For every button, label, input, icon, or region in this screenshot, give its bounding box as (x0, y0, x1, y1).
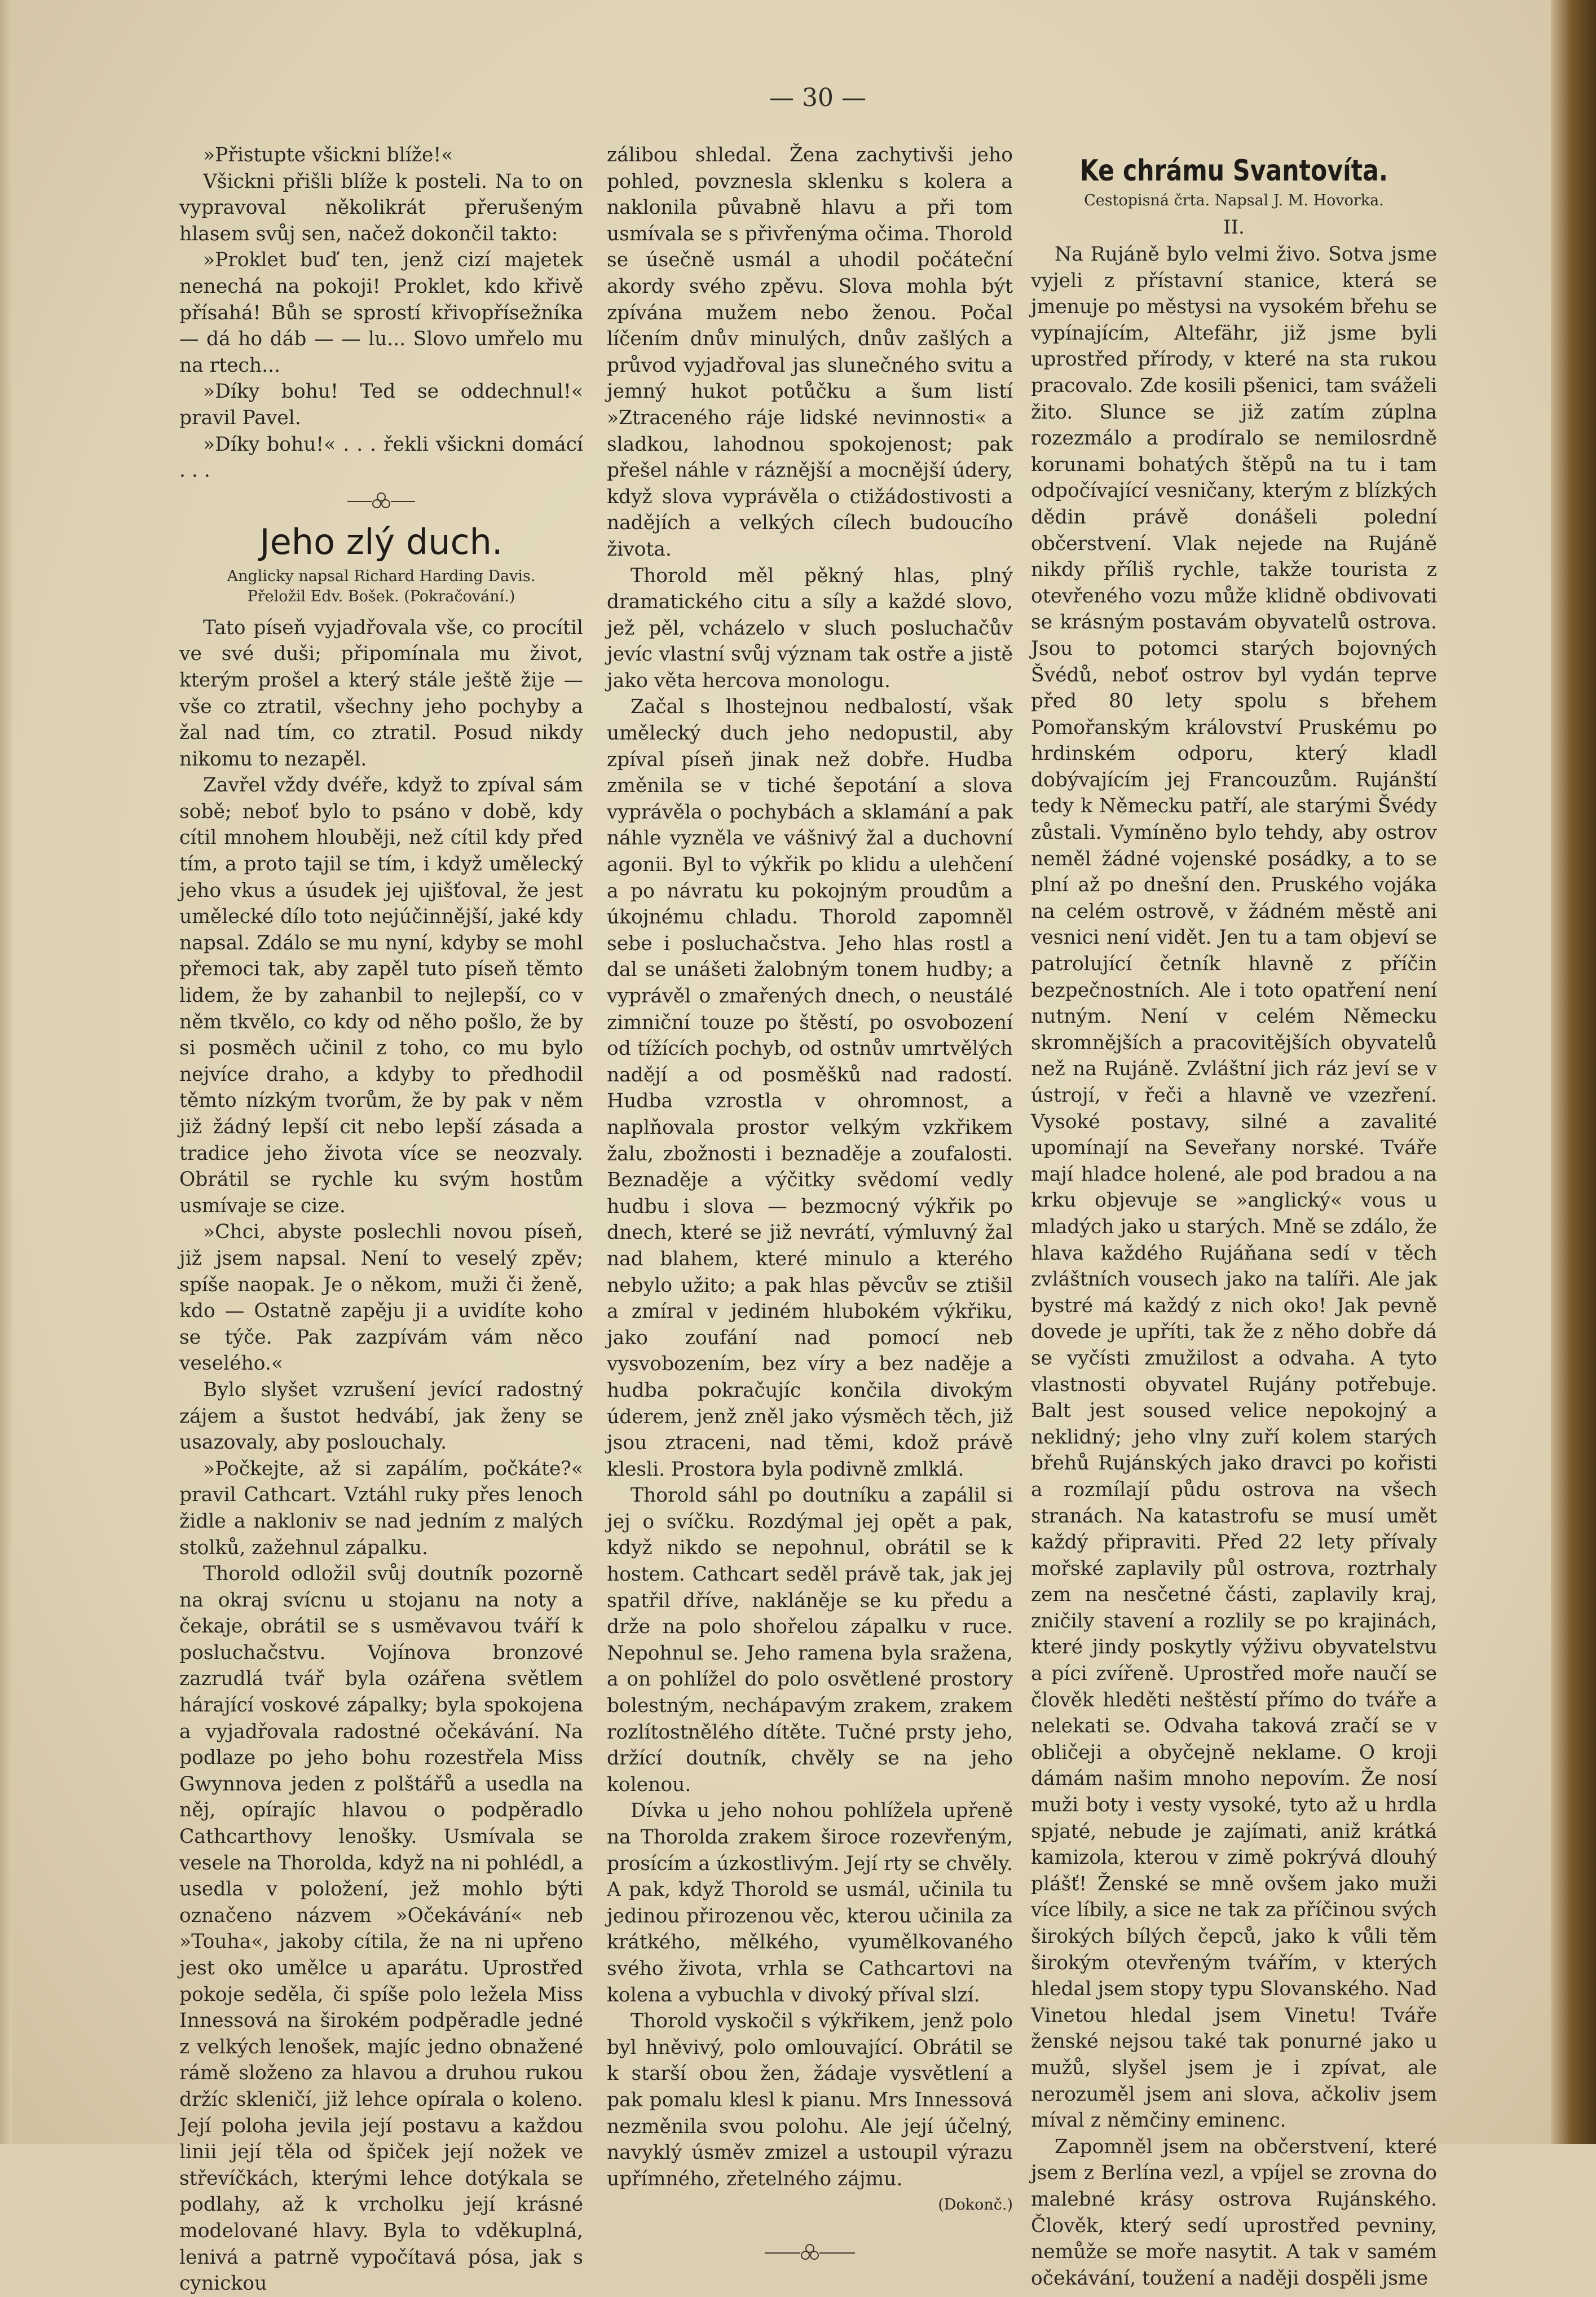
paragraph: Všickni přišli blíže k posteli. Na to on vypravoval několikrát přerušeným hlasem svůj sen, načež dokončil takto: (179, 170, 583, 245)
paragraph: Thorold měl pěkný hlas, plný dramatického citu a síly a každé slovo, jež pěl, vcházelo v sluch posluchačův jevíc vlastní svůj význam tak ostře a jistě jako věta hercova monologu. (607, 564, 1013, 692)
paragraph: zálibou shledal. Žena zachytivši jeho pohled, povznesla sklenku s kolera a naklonila půvabně hlavu a při tom usmívala se s přivřenýma očima. Thorold se úsečně usmál a uhodil počáteční akordy svého zpěvu. Slova mohla být zpívána mužem nebo ženou. Počal líčením dnův minulých, dnův zašlých a průvod vyjadřoval jas slunečného svitu a jemný hukot potůčku a šum listí »Ztraceného ráje lidské nevinnosti« a sladkou, lahodnou spokojenost; pak přešel náhle v ráznější a mocnější údery, když slova vyprávěla o ctižádostivosti a nadějích a velkých cílech budoucího života. (607, 144, 1013, 561)
page-binding-edge (1551, 0, 1596, 2144)
article-byline: Cestopisná črta. Napsal J. M. Hovorka. (1084, 192, 1384, 209)
paragraph: »Počkejte, až si zapálím, počkáte?« pravil Cathcart. Vztáhl ruky přes lenoch židle a nakloniv se nad jedním z malých stolků, zažehnul zápalku. (179, 1457, 583, 1559)
paragraph: Thorold sáhl po doutníku a zapálil si jej o svíčku. Rozdýmal jej opět a pak, když nikdo se nepohnul, obrátil se k hostem. Cathcart seděl právě tak, jak jej spatřil dříve, nakláněje se ku předu a drže na polo shořelou zápalku v ruce. Nepohnul se. Jeho ramena byla sražena, a on pohlížel do polo osvětlené prostory bolestným, nechápavým zrakem, zrakem rozlítostnělého dítěte. Tučné prsty jeho, držící doutník, chvěly se na jeho kolenou. (607, 1484, 1013, 1796)
paragraph: »Díky bohu!« . . . řekli všickni domácí . . . (179, 433, 583, 482)
continuation-mark: (Dokonč.) (938, 2196, 1013, 2214)
page-left-edge (0, 0, 12, 2144)
paragraph: »Přistupte všickni blíže!« (203, 144, 453, 166)
section-number: II. (1223, 216, 1245, 239)
paragraph: »Díky bohu! Ted se oddechnul!« pravil Pavel. (179, 380, 583, 429)
paragraph: Zapomněl jsem na občerstvení, které jsem z Berlína vezl, a vpíjel se zrovna do malebné krásy ostrova Rujánského. Člověk, který sedí uprostřed pevniny, nemůže se moře nasytit. A tak v samém očekávání, toužení a naději dospěli jsme (1031, 2135, 1437, 2290)
page-number: — 30 — (769, 83, 866, 112)
column-2 (607, 142, 1013, 2268)
column-1 (179, 142, 583, 2297)
flourish-icon (345, 490, 418, 513)
paragraph: »Proklet buď ten, jenž cizí majetek nenechá na pokoji! Proklet, kdo křivě přísahá! Bůh se sprostí křivopřísežníka — dá ho dáb — — lu... Slovo umřelo mu na rtech... (179, 249, 583, 377)
paragraph: Thorold odložil svůj doutník pozorně na okraj svícnu u stojanu na noty a čekaje, obrátil se s usměvavou tváří k posluchačstvu. Vojínova bronzové zazrudlá tvář byla ozářena světlem hárající voskové zápalky; byla spokojena a vyjadřovala radostné očekávání. Na podlaze po jeho bohu rozestřela Miss Gwynnova jeden z polštářů a usedla na něj, opírajíc hlavou o podpěradlo Cathcarthovy lenošky. Usmívala se vesele na Thorolda, když na ni pohlédl, a usedla v položení, jež mohlo býti označeno názvem »Očekávání« neb »Touha«, jakoby cítila, že na ni upřeno jest oko umělce u aparátu. Uprostřed pokoje seděla, či spíše polo ležela Miss Innessová na širokém podpěradle jedné z velkých lenošek, majíc jedno obnažené rámě složeno za hlavou a druhou rukou držíc skleničí, již lehce opírala o koleno. Její poloha jevila její postavu a každou linii její těla od špiček její nožek ve střevíčkách, kterými lehce dotýkala se podlahy, až k vrcholku její krásné modelované hlavy. Byla to vděkuplná, lenivá a patrně vypočítavá pósa, jak s cynickou (179, 1563, 583, 2295)
paragraph: Začal s lhostejnou nedbalostí, však umělecký duch jeho nedopustil, aby zpíval píseň jinak než dobře. Hudba změnila se v tiché šepotání a slova vyprávěla o pochybách a sklamání a pak náhle vyzněla ve vášnivý žal a duchovní agonii. Byl to výkřik po klidu a ulehčení a po návratu ku pokojným proudům a úkojnému chladu. Thorold zapomněl sebe i posluchačstva. Jeho hlas rostl a dal se unášeti žalobným tonem hudby; a vyprávěl o zmařených dnech, o neustálé zimniční touze po štěstí, po osvobození od tížících pochyb, od ostnův umrtvělých nadějí a od posměšků nad radostí. Hudba vzrostla v ohromnost, a naplňovala prostor velkým vzkřikem žalu, zbožnosti i beznaděje a zoufalosti. Beznaděje a výčitky svědomí vedly hudbu i slova — bezmocný výkřik po dnech, které se již nevrátí, výmluvný žal nad blahem, které minulo a kterého nebylo užito; a pak hlas pěvcův se ztišil a zmíral v jediném hlubokém výkřiku, jako zoufání nad pomocí neb vysvobozením, bez víry a bez naděje a hudba pokračujíc končila divokým úderem, jenž zněl jako výsměch těch, již jsou ztraceni, nad těmi, kdož právě klesli. Prostora byla podivně zmlklá. (607, 696, 1013, 1481)
paragraph: Na Rujáně bylo velmi živo. Sotva jsme vyjeli z přístavní stanice, která se jmenuje po městysi na vysokém břehu se vypínajícím, Altefähr, již jsme byli uprostřed přírody, v které na sta rukou pracovalo. Zde kosili pšenici, tam sváželi žito. Slunce se již zatím zúplna rozezmálo a prodíralo se nemilosrdně korunami bohatých štěpů na tu i tam odpočívající vesničany, kterým z blízkých dědin právě donášeli polední občerstvení. Vlak nejede na Rujáně nikdy příliš rychle, takže tourista z otevřeného vozu může klidně obdivovati se krásným postavám obyvatelů ostrova. Jsou to potomci starých bojovných Švédů, neboť ostrov byl vydán teprve před 80 lety spolu s břehem Pomořanským království Pruskému po hrdinském odporu, který kladl dobývajícím jej Francouzům. Rujánští tedy k Německu patří, ale starými Švédy zůstali. Vymíněno bylo tehdy, aby ostrov neměl žádné vojenské posádky, a to se plní až po dnešní den. Pruského vojáka na celém ostrově, v žádném městě ani vesnici není vidět. Jen tu a tam objeví se patrolující četník hlavně z příčin bezpečnostních. Ale i toto opatření není nutným. Není v celém Německu skromnějších a pracovitějších obyvatelů než na Rujáně. Zvláštní jich ráz jeví se v ústrojí, v řeči a hlavně ve vzezření. Vysoké postavy, silné a zavalité upomínají na Seveřany norské. Tváře mají hladce holené, ale pod bradou a na krku objevuje se »anglický« vous u mladých jako u starých. Mně se zdálo, že hlava každého Rujáňana sedí v těch zvláštních vousech jako na talíři. Ale jak bystré má každý z nich oko! Jak pevně dovede je upříti, tak že z něho dobře dá se vyčísti zmužilost a odvaha. A tyto vlastnosti obyvatel Rujány potřebuje. Balt jest soused velice nepokojný a neklidný; jeho vlny zuří kolem starých břehů Rujánských jako dravci po kořisti a rozmílají půdu ostrova na všech stranách. Na katastrofu se musí umět každý připraviti. Před 22 lety přívaly mořské zaplavily půl ostrova, roztrhaly zem na nesčetné části, zaplavily kraj, zničily stavení a rozlily se po krajinách, které jindy poskytly výživu obyvatelstvu a píci zvířeně. Uprostřed moře naučí se člověk hleděti neštěstí přímo do tváře a nelekati se. Odvaha taková zračí se v obličeji a obyčejně neklame. O kroji dámám našim mnoho nepovím. Že nosí muži boty i vesty vysoké, tyto až u hrdla spjaté, nebude je zajímati, aniž krátká kamizola, kterou v zimě pokrývá dlouhý plášť! Ženské se mně ovšem jako muži více líbily, a sice ne tak za příčinou svých širokých bílých čepců, jako k vůli těm širokým otevřeným tvářím, v kterých hledal jsem stopy typu Slovanského. Nad Vinetou hledal jsem Vinetu! Tváře ženské nejsou také tak ponurné jako u mužů, slyšel jsem je i zpívat, ale nerozuměl jsem ani slova, ačkoliv jsem míval z němčiny eminenc. (1031, 243, 1437, 2132)
ornament-divider (179, 484, 583, 517)
paragraph: Dívka u jeho nohou pohlížela upřeně na Thorolda zrakem široce rozevřeným, prosícím a úzkostlivým. Její rty se chvěly. A pak, když Thorold se usmál, učinila tu jedinou přirozenou věc, kterou učinila za krátkého, mělkého, vyumělkovaného svého života, vrhla se Cathcartovi na kolena a vybuchla v divoký příval slzí. (607, 1799, 1013, 2006)
paragraph: Zavřel vždy dvéře, když to zpíval sám sobě; neboť bylo to psáno v době, kdy cítil mnohem hlouběji, než cítil kdy před tím, a proto tajil se tím, i když umělecký jeho vkus a úsudek jej ujišťoval, že jest umělecké dílo toto nejúčinnější, jaké kdy napsal. Zdálo se mu nyní, kdyby se mohl přemoci tak, aby zapěl tuto píseň těmto lidem, že by zahanbil to nejlepší, co v něm tkvělo, co kdy od něho pošlo, že by si posměch učinil z toho, co mu bylo nejvíce draho, a kdyby to předhodil těmto nízkým tvorům, že by pak v něm již žádný lepší cit nebo lepší zásada a tradice jeho života více se neozvaly. Obrátil se rychle ku svým hostům usmívaje se cize. (179, 774, 583, 1217)
ornament-divider (607, 2236, 1013, 2268)
paragraph: Thorold vyskočil s výkřikem, jenž polo byl hněvivý, polo omlouvající. Obrátil se k starší obou žen, žádaje vysvětlení a pak pomalu klesl k pianu. Mrs Innessová nezměnila svou polohu. Ale její účelný, navyklý úsměv zmizel a ustoupil výrazu upřímného, zřetelného zájmu. (607, 2010, 1013, 2190)
paragraph: »Chci, abyste poslechli novou píseň, již jsem napsal. Není to veselý zpěv; spíše naopak. Je o někom, muži či ženě, kdo — Ostatně zapěju ji a uvidíte koho se týče. Pak zazpívám vám něco veselého.« (179, 1221, 583, 1375)
story-title: Jeho zlý duch. (259, 521, 503, 562)
story-byline-author: Anglicky napsal Richard Harding Davis. (227, 567, 536, 585)
story-byline-translator: Přeložil Edv. Bošek. (Pokračování.) (247, 587, 515, 605)
flourish-icon (762, 2242, 858, 2264)
paragraph: Bylo slyšet vzrušení jevící radostný zájem a šustot hedvábí, jak ženy se usazovaly, aby poslouchaly. (179, 1378, 583, 1454)
article-title: Ke chrámu Svantovíta. (1079, 154, 1388, 188)
column-3 (1031, 153, 1437, 2291)
paragraph: Tato píseň vyjadřovala vše, co procítil ve své duši; připomínala mu život, kterým prošel a který stále ještě žije — vše co ztratil, všechny jeho pochyby a žal nad tím, co ztratil. Posud nikdy nikomu to nezapěl. (179, 616, 583, 771)
